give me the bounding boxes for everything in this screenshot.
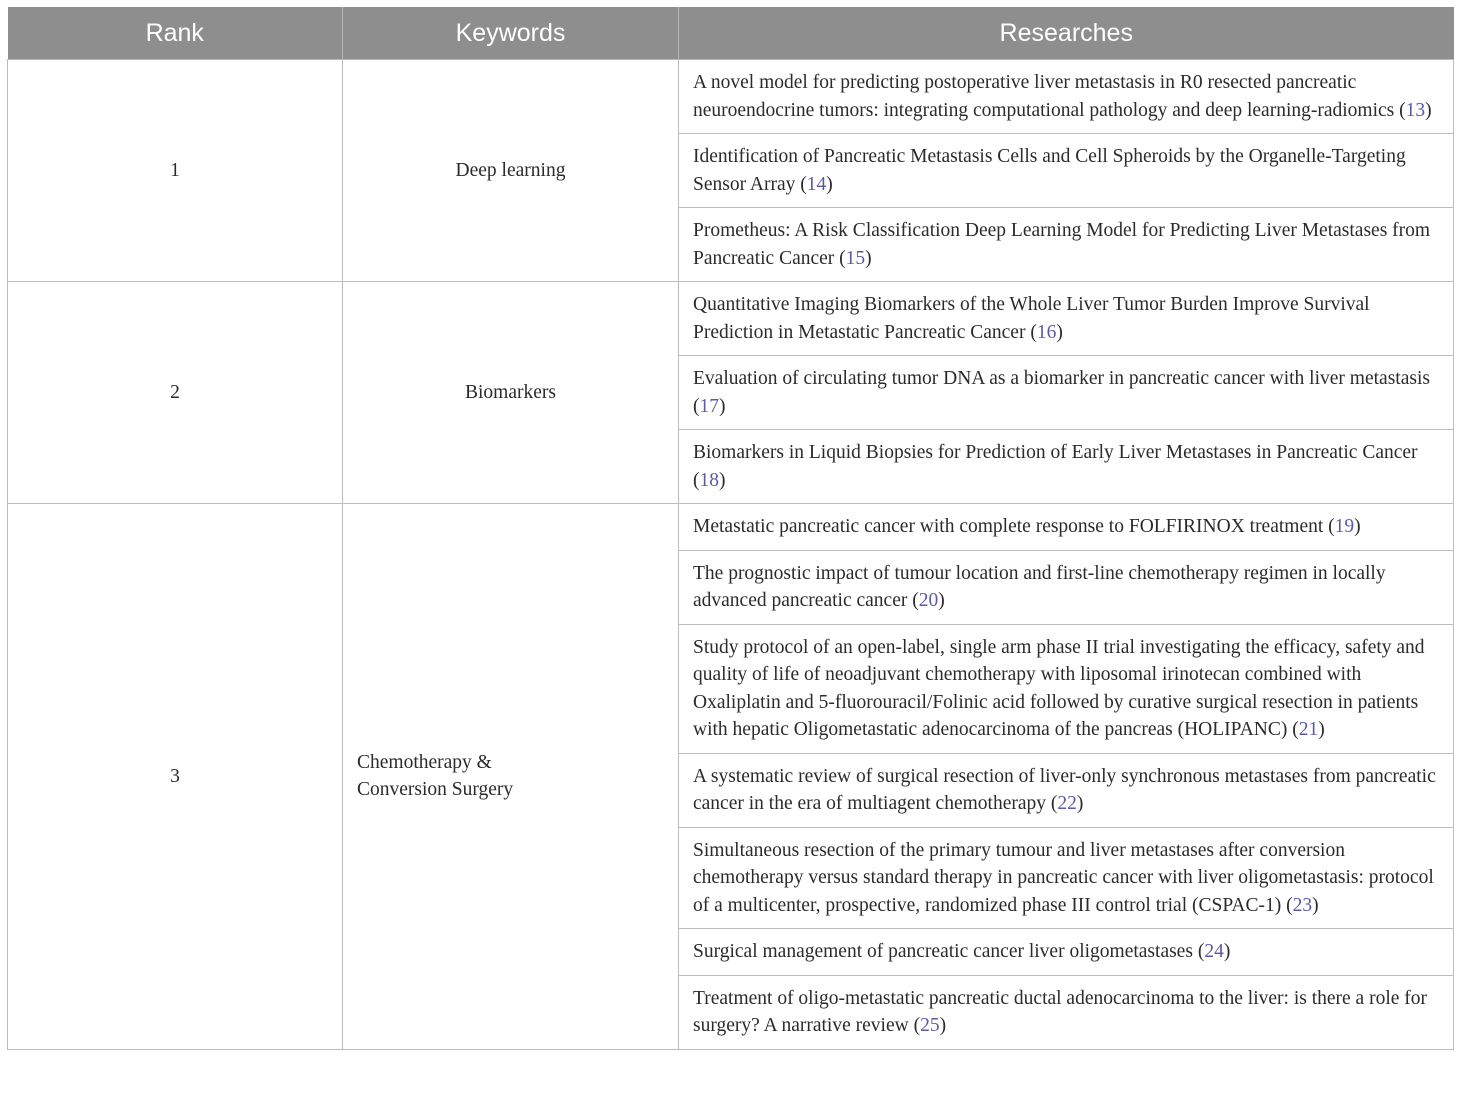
keyword-line: Conversion Surgery: [357, 779, 514, 801]
research-title: Surgical management of pancreatic cancer liver oligometastases: [693, 941, 1193, 962]
research-cell: Simultaneous resection of the primary tumour and liver metastases after conversion chemotherapy versus standard therapy in pancreatic cancer with liver oligometastasis: protocol of a multicenter, prospective, randomized phase III control trial (CSPAC-1) (23): [679, 827, 1454, 929]
research-cell: Prometheus: A Risk Classification Deep Learning Model for Predicting Liver Metastases from Pancreatic Cancer (15): [679, 208, 1454, 282]
research-title: Identification of Pancreatic Metastasis Cells and Cell Spheroids by the Organelle-Targeting Sensor Array: [693, 146, 1406, 195]
table-row: [8, 504, 1454, 551]
table-body: [8, 60, 1454, 1050]
research-cell: A systematic review of surgical resection of liver-only synchronous metastases from pancreatic cancer in the era of multiagent chemotherapy (22): [679, 753, 1454, 827]
research-cell: Quantitative Imaging Biomarkers of the Whole Liver Tumor Burden Improve Survival Prediction in Metastatic Pancreatic Cancer (16): [679, 282, 1454, 356]
reference-link[interactable]: 17: [699, 395, 719, 417]
research-cell: The prognostic impact of tumour location and first-line chemotherapy regimen in locally advanced pancreatic cancer (20): [679, 550, 1454, 624]
research-cell: Study protocol of an open-label, single arm phase II trial investigating the efficacy, safety and quality of life of neoadjuvant chemotherapy with liposomal irinotecan combined with Oxaliplatin and 5-fluorouracil/Folinic acid followed by curative surgical resection in patients with hepatic Oligometastatic adenocarcinoma of the pancreas (HOLIPANC) (21): [679, 624, 1454, 753]
header-rank: Rank: [8, 7, 343, 60]
research-cell: Surgical management of pancreatic cancer liver oligometastases (24): [679, 929, 1454, 976]
research-title: A novel model for predicting postoperative liver metastasis in R0 resected pancreatic neuroendocrine tumors: integrating computational pathology and deep learning-radiomics: [693, 72, 1395, 121]
reference-link[interactable]: 20: [918, 590, 939, 611]
research-title: Biomarkers in Liquid Biopsies for Prediction of Early Liver Metastases in Pancreatic Cancer: [693, 442, 1418, 463]
research-title: Evaluation of circulating tumor DNA as a biomarker in pancreatic cancer with liver metastasis: [693, 368, 1430, 389]
table-row: [8, 282, 1454, 356]
research-title: Quantitative Imaging Biomarkers of the Whole Liver Tumor Burden Improve Survival Prediction in Metastatic Pancreatic Cancer: [693, 294, 1370, 343]
reference-link[interactable]: 24: [1204, 941, 1224, 962]
reference-link[interactable]: 18: [699, 469, 719, 491]
keyword-line: Chemotherapy &: [357, 751, 492, 773]
research-cell: A novel model for predicting postoperative liver metastasis in R0 resected pancreatic neuroendocrine tumors: integrating computational pathology and deep learning-radiomics (13): [679, 60, 1454, 134]
rank-cell: 2: [8, 282, 343, 504]
research-title: Study protocol of an open-label, single arm phase II trial investigating the efficacy, safety and quality of life of neoadjuvant chemotherapy with liposomal irinotecan combined with Oxaliplatin and 5-fluorouracil/Folinic acid followed by curative surgical resection in patients with hepatic Oligometastatic adenocarcinoma of the pancreas (HOLIPANC): [693, 636, 1425, 740]
research-cell: Metastatic pancreatic cancer with complete response to FOLFIRINOX treatment (19): [679, 504, 1454, 551]
reference-link[interactable]: 13: [1405, 99, 1426, 121]
research-title: Simultaneous resection of the primary tumour and liver metastases after conversion chemotherapy versus standard therapy in pancreatic cancer with liver oligometastasis: protocol of a multicenter, prospective, randomized phase III control trial (CSPAC-1): [693, 839, 1434, 916]
research-title: Metastatic pancreatic cancer with complete response to FOLFIRINOX treatment: [693, 516, 1324, 537]
keyword-cell: Biomarkers: [343, 282, 679, 504]
reference-link[interactable]: 21: [1298, 719, 1319, 740]
rank-cell: 3: [8, 504, 343, 1050]
research-title: Treatment of oligo-metastatic pancreatic ductal adenocarcinoma to the liver: is there a role for surgery? A narrative review: [693, 987, 1428, 1036]
reference-link[interactable]: 19: [1334, 516, 1355, 537]
reference-link[interactable]: 22: [1057, 793, 1077, 814]
research-title: Prometheus: A Risk Classification Deep Learning Model for Predicting Liver Metastases from Pancreatic Cancer: [693, 220, 1431, 269]
table-row: [8, 60, 1454, 134]
reference-link[interactable]: 16: [1036, 321, 1057, 343]
reference-link[interactable]: 15: [845, 247, 866, 269]
research-table: [7, 7, 1454, 1050]
keyword-cell: Deep learning: [343, 60, 679, 282]
research-cell: Identification of Pancreatic Metastasis Cells and Cell Spheroids by the Organelle-Targeting Sensor Array (14): [679, 134, 1454, 208]
header-row: [8, 7, 1454, 60]
reference-link[interactable]: 23: [1292, 894, 1313, 916]
table-header: [8, 7, 1454, 60]
research-table-container: [7, 7, 1453, 1050]
reference-link[interactable]: 25: [920, 1015, 940, 1036]
header-researches: Researches: [679, 7, 1454, 60]
keyword-cell: [343, 504, 679, 1050]
research-cell: Biomarkers in Liquid Biopsies for Prediction of Early Liver Metastases in Pancreatic Cancer (18): [679, 430, 1454, 504]
research-title: The prognostic impact of tumour location and first-line chemotherapy regimen in locally advanced pancreatic cancer: [693, 562, 1386, 611]
research-cell: Treatment of oligo-metastatic pancreatic ductal adenocarcinoma to the liver: is there a role for surgery? A narrative review (25): [679, 975, 1454, 1049]
reference-link[interactable]: 14: [806, 173, 827, 195]
rank-cell: 1: [8, 60, 343, 282]
research-cell: Evaluation of circulating tumor DNA as a biomarker in pancreatic cancer with liver metastasis (17): [679, 356, 1454, 430]
header-keywords: Keywords: [343, 7, 679, 60]
research-title: A systematic review of surgical resection of liver-only synchronous metastases from pancreatic cancer in the era of multiagent chemotherapy: [693, 765, 1436, 814]
